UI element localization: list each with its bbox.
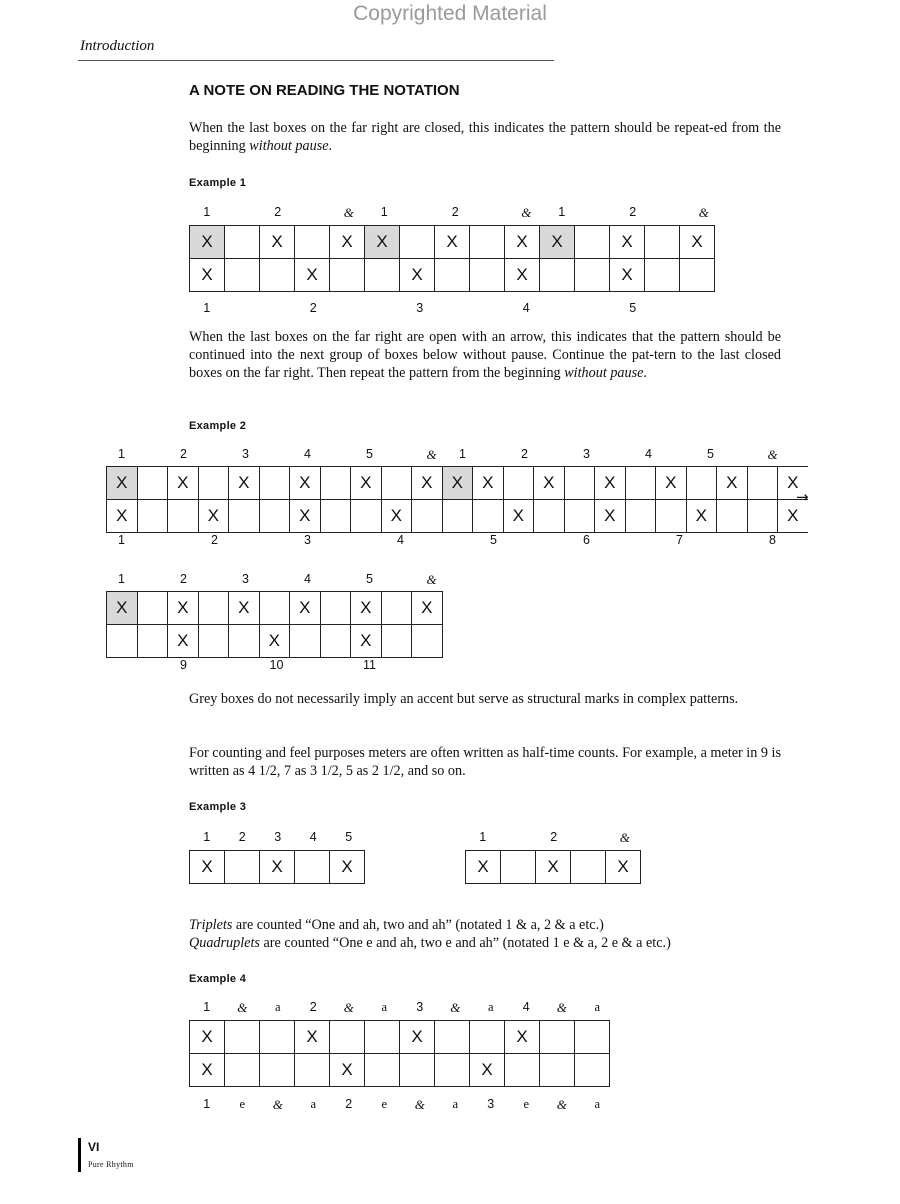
count-label: a: [452, 1097, 459, 1111]
grid-cell: X: [610, 226, 645, 259]
count-label: a: [487, 1000, 494, 1014]
count-label: 3: [274, 830, 282, 844]
grid-cell: [435, 259, 470, 292]
grid-cell: X: [290, 592, 321, 625]
count-label: 9: [180, 658, 187, 672]
grid-cell: [645, 259, 680, 292]
count-label: 3: [304, 533, 311, 547]
grid-row: [190, 226, 715, 259]
grid-cell: X: [290, 500, 321, 533]
grid-cell: [225, 1054, 260, 1087]
header-rule: [78, 60, 554, 61]
count-label: a: [310, 1097, 317, 1111]
grid-cell: [330, 1021, 365, 1054]
grid-cell: X: [610, 259, 645, 292]
count-label: &: [237, 1000, 248, 1015]
grid-cell: [365, 1054, 400, 1087]
grid-cell: [470, 1021, 505, 1054]
grid-cell: X: [190, 1021, 225, 1054]
grid-cell: [412, 625, 443, 658]
grid-cell: X: [412, 592, 443, 625]
grid-cell: [290, 625, 321, 658]
count-label: 5: [490, 533, 497, 547]
grid-cell: X: [400, 259, 435, 292]
grid-cell: X: [365, 226, 400, 259]
grid-cell: X: [229, 592, 260, 625]
count-label: 2: [345, 1097, 353, 1111]
grid-cell: [575, 1054, 610, 1087]
count-label: 4: [397, 533, 404, 547]
grid-cell: [747, 467, 778, 500]
grid-cell: [575, 226, 610, 259]
book-title: Pure Rhythm: [88, 1160, 134, 1169]
grid-cell: X: [290, 467, 321, 500]
count-label: 5: [707, 447, 714, 461]
grid-cell: [575, 1021, 610, 1054]
count-label: 8: [769, 533, 776, 547]
grid-cell: [225, 226, 260, 259]
grid-cell: [259, 467, 290, 500]
count-label: 1: [558, 205, 566, 219]
example-2-label: Example 2: [189, 420, 247, 432]
grid-cell: [259, 592, 290, 625]
count-label: 6: [583, 533, 590, 547]
grid-cell: X: [412, 467, 443, 500]
page-number: VI: [88, 1140, 100, 1154]
count-label: &: [343, 1000, 354, 1015]
grid-cell: [107, 625, 138, 658]
grid-cell: [435, 1054, 470, 1087]
grid-cell: [137, 592, 168, 625]
paragraph-triplets: Triplets are counted “One and ah, two and ah” (notated 1 & a, 2 & a etc.): [189, 917, 604, 933]
count-label: 1: [118, 447, 125, 461]
example-3-label: Example 3: [189, 801, 247, 813]
grid-cell: [540, 259, 575, 292]
grid-cell: X: [778, 500, 808, 533]
grid-cell: [540, 1054, 575, 1087]
grid-row: [466, 851, 641, 884]
count-label: 2: [211, 533, 218, 547]
grid-row: [190, 1054, 610, 1087]
count-label: a: [594, 1097, 601, 1111]
grid-cell: [320, 500, 351, 533]
count-label: 1: [203, 205, 211, 219]
grid-cell: X: [168, 592, 199, 625]
count-label: 2: [451, 205, 459, 219]
grid-cell: [330, 259, 365, 292]
grid-cell: X: [466, 851, 501, 884]
notation-grid: [465, 850, 641, 884]
example-4-label: Example 4: [189, 973, 247, 985]
count-label: &: [521, 205, 532, 220]
count-label: &: [619, 830, 630, 845]
grid-cell: X: [330, 226, 365, 259]
count-label: 5: [366, 572, 373, 586]
grid-cell: [534, 500, 565, 533]
count-label: 3: [242, 447, 249, 461]
count-label: &: [698, 205, 709, 220]
count-label: 10: [269, 658, 284, 672]
count-label: e: [239, 1097, 246, 1111]
count-label: 2: [180, 572, 187, 586]
count-label: 5: [629, 301, 637, 315]
count-label: 4: [522, 301, 530, 315]
paragraph-grey-boxes: Grey boxes do not necessarily imply an accent but serve as structural marks in complex patterns.: [189, 691, 739, 707]
grid-cell: X: [295, 1021, 330, 1054]
grid-cell: X: [717, 467, 748, 500]
grid-cell: X: [107, 467, 138, 500]
grid-cell: [320, 592, 351, 625]
grid-cell: X: [536, 851, 571, 884]
count-label: &: [272, 1097, 283, 1112]
grid-cell: [503, 467, 534, 500]
count-label: 1: [380, 205, 388, 219]
count-label: 1: [203, 301, 211, 315]
paragraph-quadruplets: Quadruplets are counted “One e and ah, two e and ah” (notated 1 e & a, 2 e & a etc.): [189, 935, 671, 951]
grid-cell: X: [168, 625, 199, 658]
grid-cell: X: [606, 851, 641, 884]
grid-cell: [225, 1021, 260, 1054]
grid-cell: [470, 259, 505, 292]
count-label: 3: [416, 301, 424, 315]
grid-row: [190, 259, 715, 292]
count-label: 1: [479, 830, 487, 844]
count-label: 1: [118, 533, 125, 547]
grid-cell: [259, 500, 290, 533]
grid-cell: X: [534, 467, 565, 500]
grid-row: [190, 1021, 610, 1054]
grid-cell: [295, 226, 330, 259]
count-label: 5: [345, 830, 353, 844]
grid-cell: X: [540, 226, 575, 259]
grid-cell: [137, 467, 168, 500]
grid-cell: [400, 1054, 435, 1087]
count-label: 1: [459, 447, 466, 461]
grid-cell: X: [229, 467, 260, 500]
count-label: 1: [203, 1097, 211, 1111]
count-label: 1: [118, 572, 125, 586]
grid-cell: [717, 500, 748, 533]
grid-cell: X: [351, 592, 382, 625]
copyright-watermark: Copyrighted Material: [353, 2, 547, 25]
grid-cell: X: [190, 259, 225, 292]
count-label: &: [556, 1000, 567, 1015]
count-label: a: [274, 1000, 281, 1014]
grid-cell: X: [435, 226, 470, 259]
count-label: 2: [629, 205, 637, 219]
grid-cell: X: [381, 500, 412, 533]
count-label: 2: [309, 301, 317, 315]
grid-cell: [686, 467, 717, 500]
count-label: 1: [203, 830, 211, 844]
count-label: 2: [521, 447, 528, 461]
grid-row: [190, 851, 365, 884]
grid-cell: [225, 259, 260, 292]
grid-cell: X: [400, 1021, 435, 1054]
grid-cell: [400, 226, 435, 259]
grid-cell: [381, 592, 412, 625]
grid-cell: [470, 226, 505, 259]
folio-bar: [78, 1138, 81, 1172]
grid-cell: [680, 259, 715, 292]
grid-cell: [571, 851, 606, 884]
grid-cell: X: [260, 851, 295, 884]
notation-grid: [189, 850, 365, 884]
grid-cell: X: [190, 226, 225, 259]
grid-cell: X: [351, 467, 382, 500]
grid-cell: [564, 467, 595, 500]
grid-cell: X: [505, 1021, 540, 1054]
grid-cell: [365, 259, 400, 292]
grid-cell: [625, 500, 656, 533]
count-label: e: [523, 1097, 530, 1111]
count-label: 3: [242, 572, 249, 586]
grid-cell: [435, 1021, 470, 1054]
grid-cell: [320, 625, 351, 658]
grid-cell: [442, 500, 473, 533]
grid-cell: [229, 500, 260, 533]
grid-cell: [198, 625, 229, 658]
grid-cell: X: [680, 226, 715, 259]
grid-cell: X: [107, 592, 138, 625]
grid-cell: [412, 500, 443, 533]
grid-cell: [295, 851, 330, 884]
count-label: e: [381, 1097, 388, 1111]
count-label: &: [426, 572, 437, 587]
paragraph-half-time: For counting and feel purposes meters are often written as half-time counts. For example, a meter in 9 is written as 4 1/2, 7 as 3 1/2, 5 as 2 1/2, and so on.: [189, 745, 781, 779]
count-label: 3: [583, 447, 590, 461]
count-label: 11: [363, 658, 376, 672]
notation-grid: [189, 225, 715, 292]
grid-cell: [137, 625, 168, 658]
grid-cell: [260, 1054, 295, 1087]
count-label: a: [381, 1000, 388, 1014]
grid-cell: X: [473, 467, 504, 500]
count-label: 2: [238, 830, 246, 844]
grid-cell: [260, 1021, 295, 1054]
count-label: 4: [645, 447, 652, 461]
grid-row: [107, 625, 443, 658]
count-label: 2: [274, 205, 282, 219]
grid-cell: [168, 500, 199, 533]
grid-cell: X: [442, 467, 473, 500]
grid-cell: X: [505, 226, 540, 259]
grid-cell: X: [107, 500, 138, 533]
notation-grid: [106, 591, 443, 658]
notation-grid: [106, 466, 808, 533]
grid-cell: X: [295, 259, 330, 292]
count-label: 3: [487, 1097, 495, 1111]
grid-cell: [540, 1021, 575, 1054]
count-label: &: [343, 205, 354, 220]
count-label: &: [426, 447, 437, 462]
grid-cell: X: [260, 226, 295, 259]
count-label: 4: [304, 447, 311, 461]
section-title: A NOTE ON READING THE NOTATION: [189, 82, 460, 99]
running-head: Introduction: [80, 38, 155, 54]
grid-cell: [645, 226, 680, 259]
count-label: 4: [522, 1000, 530, 1014]
grid-cell: X: [168, 467, 199, 500]
grid-cell: [351, 500, 382, 533]
count-label: &: [767, 447, 778, 462]
grid-cell: [295, 1054, 330, 1087]
grid-cell: X: [330, 1054, 365, 1087]
grid-cell: X: [686, 500, 717, 533]
grid-cell: X: [595, 500, 626, 533]
count-label: 1: [203, 1000, 211, 1014]
grid-cell: [137, 500, 168, 533]
count-label: a: [594, 1000, 601, 1014]
grid-cell: X: [190, 1054, 225, 1087]
grid-cell: X: [505, 259, 540, 292]
grid-cell: [564, 500, 595, 533]
grid-cell: X: [595, 467, 626, 500]
count-label: 3: [416, 1000, 424, 1014]
grid-cell: X: [198, 500, 229, 533]
count-label: 7: [676, 533, 683, 547]
paragraph-open-boxes: When the last boxes on the far right are open with an arrow, this indicates that the pattern should be continued into the next group of boxes below without pause. Continue the pat-tern to the last closed boxes on the far right. Then repeat the pattern from the beginning without pause.: [189, 329, 781, 381]
grid-cell: X: [330, 851, 365, 884]
notation-grid: [189, 1020, 610, 1087]
count-label: 2: [309, 1000, 317, 1014]
grid-cell: [198, 467, 229, 500]
grid-cell: [747, 500, 778, 533]
example-1-label: Example 1: [189, 177, 247, 189]
count-label: &: [414, 1097, 425, 1112]
grid-cell: [225, 851, 260, 884]
grid-cell: X: [259, 625, 290, 658]
grid-cell: [656, 500, 687, 533]
grid-cell: X: [351, 625, 382, 658]
grid-cell: [381, 467, 412, 500]
count-label: 4: [304, 572, 311, 586]
grid-row: [107, 592, 443, 625]
grid-cell: [625, 467, 656, 500]
count-label: 5: [366, 447, 373, 461]
grid-row: [107, 467, 808, 500]
grid-cell: [260, 259, 295, 292]
count-label: &: [556, 1097, 567, 1112]
paragraph-closed-boxes: When the last boxes on the far right are closed, this indicates the pattern should be repeat-ed from the beginning without pause.: [189, 120, 781, 154]
grid-cell: X: [470, 1054, 505, 1087]
count-label: 2: [180, 447, 187, 461]
count-label: &: [450, 1000, 461, 1015]
grid-cell: [229, 625, 260, 658]
count-label: 4: [309, 830, 317, 844]
grid-cell: X: [778, 467, 808, 500]
grid-cell: X: [503, 500, 534, 533]
grid-cell: [381, 625, 412, 658]
grid-cell: [501, 851, 536, 884]
grid-row: [107, 500, 808, 533]
grid-cell: [198, 592, 229, 625]
grid-cell: [505, 1054, 540, 1087]
grid-cell: [473, 500, 504, 533]
grid-cell: [365, 1021, 400, 1054]
grid-cell: X: [190, 851, 225, 884]
grid-cell: X: [656, 467, 687, 500]
grid-cell: [575, 259, 610, 292]
grid-cell: [320, 467, 351, 500]
count-label: 2: [550, 830, 558, 844]
continuation-arrow: →: [796, 488, 809, 506]
